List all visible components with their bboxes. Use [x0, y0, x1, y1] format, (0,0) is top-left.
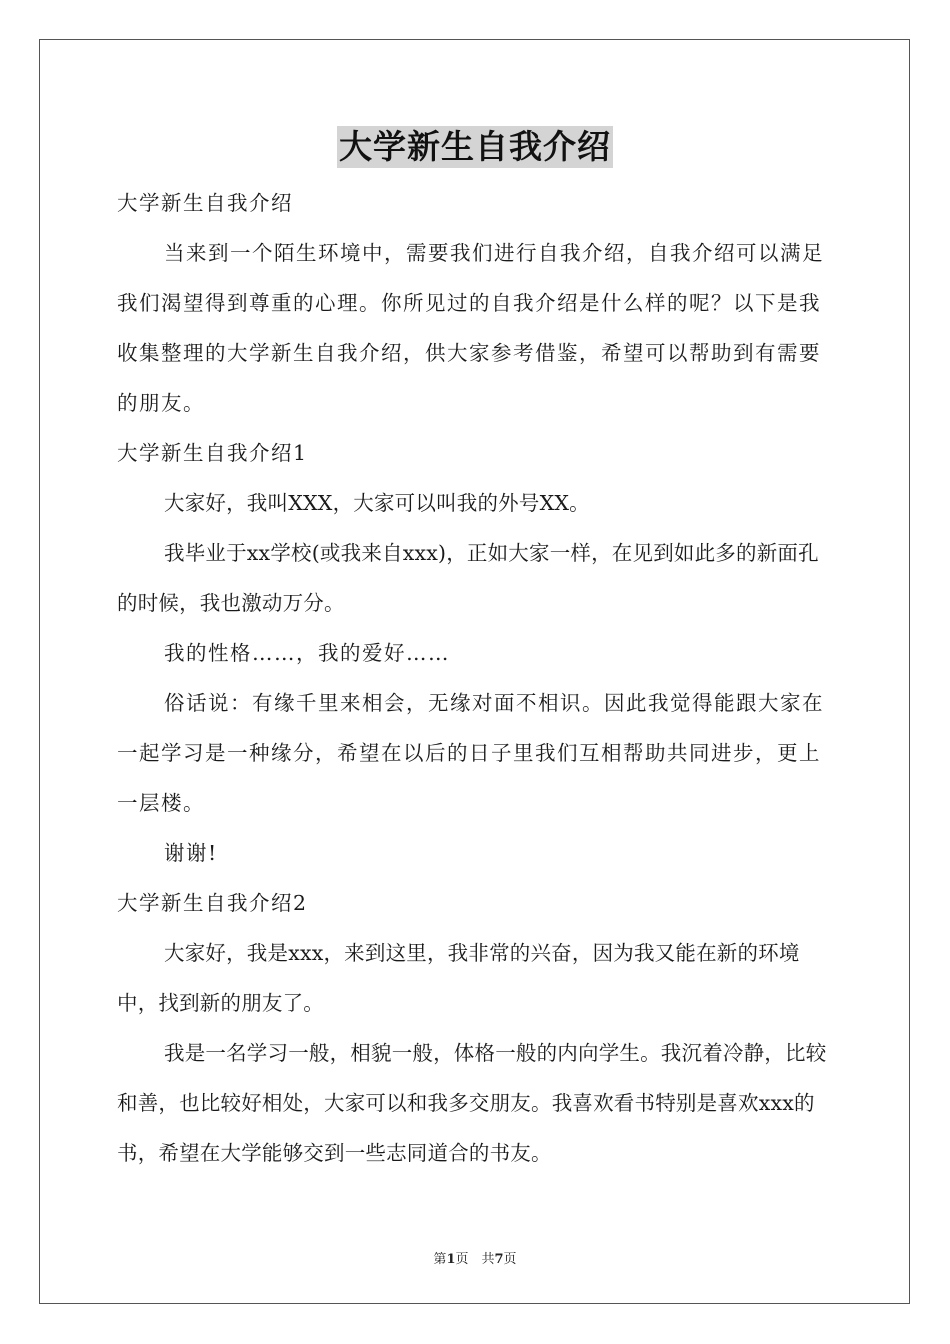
body-paragraph: 大家好，我是xxx，来到这里，我非常的兴奋，因为我又能在新的环境中，找到新的朋友了。	[117, 941, 800, 1015]
body-paragraph: 我的性格……，我的爱好……	[164, 641, 450, 665]
body-paragraph: 我是一名学习一般，相貌一般，体格一般的内向学生。我沉着冷静，比较和善，也比较好相处，大家可以和我多交朋友。我喜欢看书特别是喜欢xxx的书，希望在大学能够交到一些志同道合的书友。	[117, 1041, 827, 1165]
body-paragraph: 谢谢!	[164, 841, 218, 865]
footer-page-number: 1	[446, 1252, 456, 1267]
body-paragraph: 我毕业于xx学校(或我来自xxx)，正如大家一样，在见到如此多的新面孔的时候，我也激动万分。	[117, 541, 819, 615]
intro-paragraph: 当来到一个陌生环境中，需要我们进行自我介绍，自我介绍可以满足我们渴望得到尊重的心理。你所见过的自我介绍是什么样的呢？以下是我收集整理的大学新生自我介绍，供大家参考借鉴，希望可以帮助到有需要的朋友。	[117, 241, 824, 415]
footer-prefix: 第	[433, 1252, 447, 1267]
section-heading: 大学新生自我介绍1	[117, 441, 308, 465]
footer-suffix: 页	[503, 1252, 517, 1267]
page-footer	[0, 1248, 950, 1267]
body-paragraph: 大家好，我叫XXX，大家可以叫我的外号XX。	[164, 491, 590, 515]
body-paragraph: 俗话说：有缘千里来相会，无缘对面不相识。因此我觉得能跟大家在一起学习是一种缘分，希望在以后的日子里我们互相帮助共同进步，更上一层楼。	[117, 691, 824, 815]
footer-middle: 页 共	[455, 1252, 495, 1267]
section-heading: 大学新生自我介绍2	[117, 891, 308, 915]
section-heading: 大学新生自我介绍	[117, 191, 293, 215]
title-container	[0, 126, 950, 168]
document-body	[117, 178, 833, 1178]
footer-total-pages: 7	[494, 1252, 504, 1267]
document-title: 大学新生自我介绍	[339, 127, 611, 166]
